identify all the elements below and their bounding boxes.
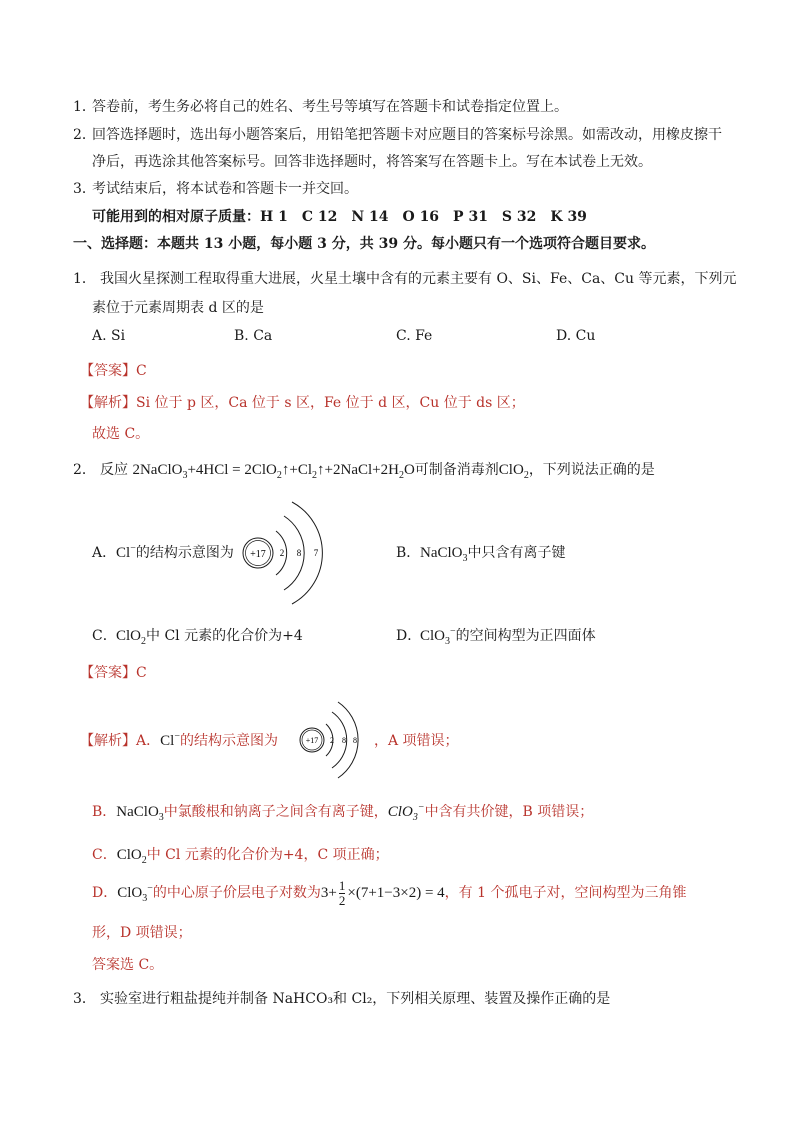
note-number: 3． bbox=[73, 181, 96, 197]
atom-structure-diagram-1 bbox=[236, 498, 336, 608]
q2-analysis-d bbox=[92, 876, 686, 910]
stem-tail: 可制备消毒剂 bbox=[414, 462, 499, 478]
question-text: 实验室进行粗盐提纯并制备 NaHCO₃和 Cl₂，下列相关原理、装置及操作正确的是 bbox=[100, 991, 611, 1007]
option-a-label: A． bbox=[92, 545, 117, 561]
analysis-c-prefix: C． bbox=[92, 847, 117, 863]
atom-structure-diagram-2 bbox=[296, 700, 376, 780]
analysis-text: Si 位于 p 区，Ca 位于 s 区，Fe 位于 d 区，Cu 位于 ds 区； bbox=[136, 395, 525, 411]
option-b-text: 中只含有离子键 bbox=[467, 545, 566, 561]
q1-analysis bbox=[80, 392, 525, 412]
clo2-formula: ClO$_2$ bbox=[116, 847, 147, 866]
analysis-d-text: 的中心原子价层电子对数为 bbox=[152, 885, 321, 901]
question-1-cont: 素位于元素周期表 d 区的是 bbox=[92, 300, 264, 316]
option-d-content bbox=[420, 625, 596, 645]
section-heading: 一、选择题：本题共 13 小题，每小题 3 分，共 39 分。每小题只有一个选项符合题目要求。 bbox=[73, 236, 655, 252]
analysis-b-end: 中含有共价键，B 项错误； bbox=[424, 804, 594, 820]
cl-ion-formula: Cl− bbox=[160, 731, 180, 749]
valence-pair-formula: 3+ $\frac{1}{2}$ ×(7+1−3×2) = 4 bbox=[320, 878, 445, 909]
option-a: A. Si bbox=[92, 328, 126, 344]
shell-electrons-2: 8 bbox=[342, 736, 346, 745]
analysis-a-prefix: A． bbox=[136, 733, 161, 749]
clo2-formula: ClO$_2$ bbox=[498, 462, 529, 481]
option-c-text: 中 Cl 元素的化合价为+4 bbox=[146, 628, 303, 644]
option-c-label: C． bbox=[92, 628, 117, 644]
analysis-c-text: 中 Cl 元素的化合价为+4，C 项正确； bbox=[146, 847, 389, 863]
answer-label: 【答案】 bbox=[80, 363, 136, 379]
clo3-ion-formula: ClO$_3$− bbox=[420, 626, 456, 647]
shell-electrons-3: 8 bbox=[353, 736, 357, 745]
option-b-content bbox=[420, 542, 566, 562]
option-a-text: 的结构示意图为 bbox=[135, 545, 234, 561]
analysis-d-end: ，有 1 个孤电子对，空间构型为三角锥 bbox=[444, 885, 687, 901]
q2-analysis-c bbox=[92, 844, 389, 864]
shell-electrons-1: 2 bbox=[279, 548, 285, 558]
option-b-label: B． bbox=[396, 545, 421, 561]
note-number: 1． bbox=[73, 99, 96, 115]
q2-analysis-a bbox=[80, 730, 278, 750]
q1-conclusion: 故选 C。 bbox=[92, 426, 150, 442]
option-d-label: D． bbox=[396, 628, 422, 644]
shell-electrons-2: 8 bbox=[296, 548, 302, 558]
question-number: 3． bbox=[73, 991, 96, 1007]
question-text: 我国火星探测工程取得重大进展，火星土壤中含有的元素主要有 O、Si、Fe、Ca、Cu 等元素，下列元 bbox=[100, 271, 737, 287]
analysis-label: 【解析】 bbox=[80, 733, 136, 749]
note-text: 净后，再选涂其他答案标号。回答非选择题时，将答案写在答题卡上。写在本试卷上无效。 bbox=[92, 154, 652, 170]
note-text: 答卷前，考生务必将自己的姓名、考生号等填写在答题卡和试卷指定位置上。 bbox=[92, 99, 568, 115]
option-b: B. Ca bbox=[234, 328, 273, 344]
shell-electrons-3: 7 bbox=[313, 548, 319, 558]
cl-ion-formula: Cl− bbox=[116, 543, 136, 561]
stem-lead: 反应 bbox=[100, 462, 128, 478]
question-stem bbox=[100, 459, 655, 479]
clo3-ion-formula: ClO$_3$− bbox=[387, 802, 425, 823]
option-c-content bbox=[116, 625, 303, 645]
naclo3-formula: NaClO$_3$ bbox=[420, 545, 468, 564]
question-number: 2． bbox=[73, 462, 96, 478]
option-d: D. Cu bbox=[556, 328, 596, 344]
analysis-label: 【解析】 bbox=[80, 395, 136, 411]
option-d-text: 的空间构型为正四面体 bbox=[455, 628, 596, 644]
q2-answer bbox=[80, 662, 147, 682]
analysis-a-end: ，A 项错误； bbox=[374, 733, 459, 749]
note-text: 考试结束后，将本试卷和答题卡一并交回。 bbox=[92, 181, 358, 197]
atomic-masses: 可能用到的相对原子质量：H 1 C 12 N 14 O 16 P 31 S 32 K 39 bbox=[92, 209, 587, 225]
naclo3-formula: NaClO$_3$ bbox=[116, 804, 164, 823]
q1-answer bbox=[80, 360, 147, 380]
clo3-ion-formula: ClO$_3$− bbox=[117, 883, 153, 904]
question-number: 1． bbox=[73, 271, 96, 287]
shell-electrons-1: 2 bbox=[330, 736, 334, 745]
answer-label: 【答案】 bbox=[80, 665, 136, 681]
q2-conclusion: 答案选 C。 bbox=[92, 957, 164, 973]
analysis-b-prefix: B． bbox=[92, 804, 117, 820]
nucleus-charge: +17 bbox=[250, 549, 266, 560]
stem-end: ，下列说法正确的是 bbox=[528, 462, 655, 478]
analysis-b-text: 中氯酸根和钠离子之间含有离子键， bbox=[163, 804, 388, 820]
fraction-one-half: $\frac{1}{2}$ bbox=[338, 878, 346, 909]
option-a-content bbox=[116, 542, 234, 562]
option-c: C. Fe bbox=[396, 328, 433, 344]
q2-analysis-b bbox=[92, 801, 593, 821]
analysis-a-text: 的结构示意图为 bbox=[179, 733, 278, 749]
analysis-d-prefix: D． bbox=[92, 885, 118, 901]
q2-analysis-d-cont: 形，D 项错误； bbox=[92, 925, 192, 941]
note-number: 2． bbox=[73, 127, 96, 143]
answer-value: C bbox=[136, 665, 147, 681]
answer-value: C bbox=[136, 363, 147, 379]
nucleus-charge: +17 bbox=[305, 736, 319, 745]
reaction-equation: 2NaClO$_3$+4HCl = $2ClO_2↑+Cl_2↑+2NaCl+2H_2O$ bbox=[132, 462, 415, 481]
clo2-formula: ClO$_2$ bbox=[116, 628, 147, 647]
note-text: 回答选择题时，选出每小题答案后，用铅笔把答题卡对应题目的答案标号涂黑。如需改动，用橡皮擦干 bbox=[92, 127, 722, 143]
